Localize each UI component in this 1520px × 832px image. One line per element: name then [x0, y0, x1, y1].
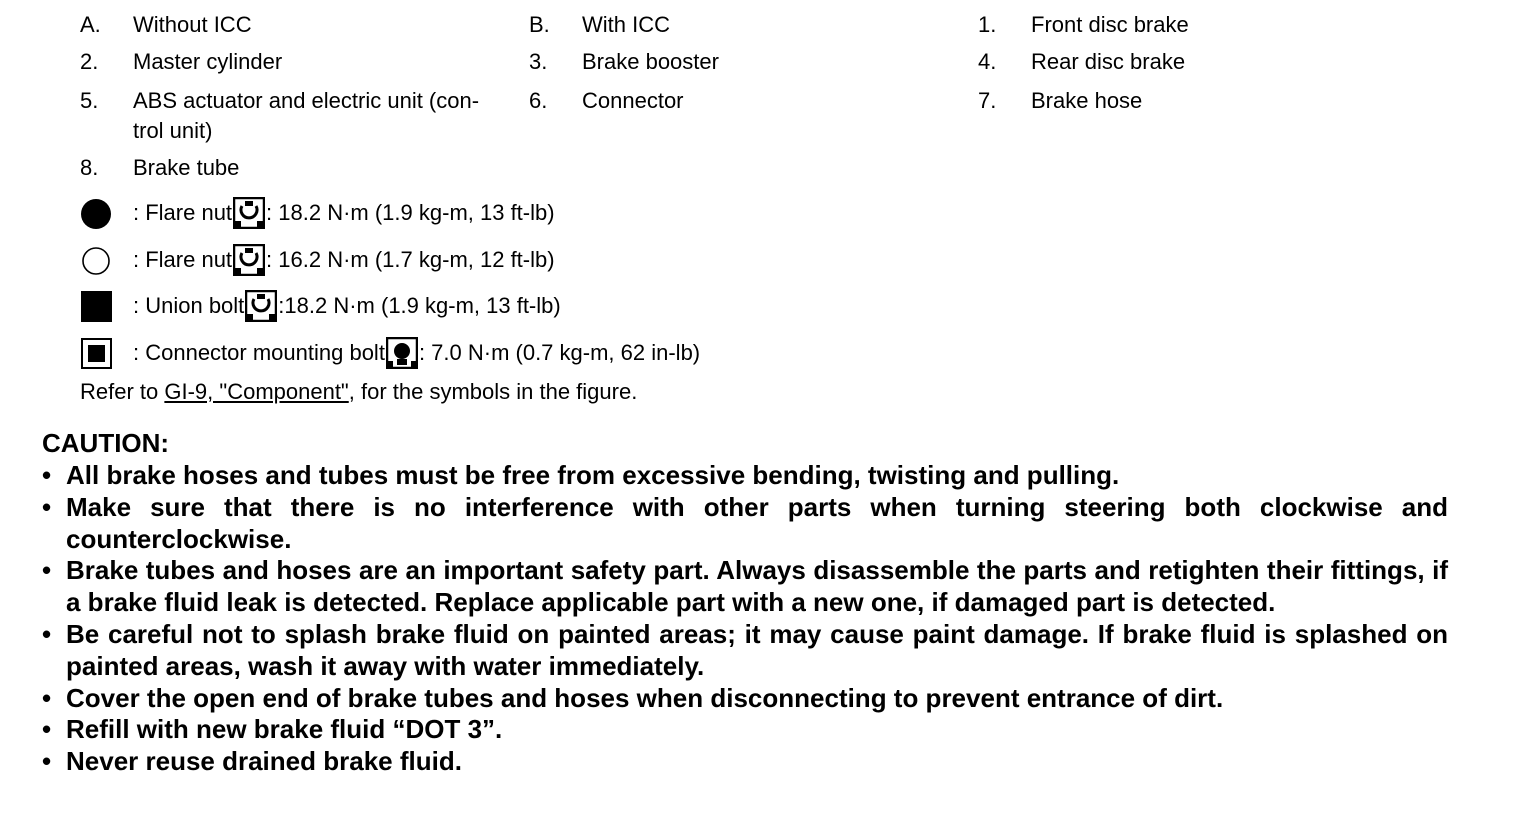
- caution-item: [42, 746, 1448, 778]
- legend-label: Front disc brake: [1031, 12, 1189, 37]
- legend-key: 4.: [978, 49, 997, 74]
- caution-text: Brake tubes and hoses are an important safety part. Always disassemble the parts and retighten their fittings, if a brake fluid leak is detected. Replace applicable part with a new one, if damaged part is detected.: [66, 555, 1448, 618]
- legend-key: 3.: [529, 49, 548, 74]
- legend-label: Rear disc brake: [1031, 49, 1186, 74]
- symbol-reference: [80, 377, 637, 407]
- caution-list: [42, 460, 1448, 778]
- symbol-value: : 16.2 N·m (1.7 kg-m, 12 ft-lb): [266, 247, 555, 272]
- symbol-name: : Flare nut: [133, 247, 233, 272]
- filled-circle-icon: [80, 197, 114, 231]
- symbol-value: : 7.0 N·m (0.7 kg-m, 62 in-lb): [418, 340, 701, 365]
- caution-item: [42, 714, 1448, 746]
- symbol-value: : 18.2 N·m (1.9 kg-m, 13 ft-lb): [266, 200, 555, 225]
- legend-label: Brake hose: [1031, 88, 1143, 113]
- caution-title: CAUTION:: [42, 428, 170, 458]
- torque-wrench-icon: [233, 244, 265, 276]
- legend-key: 2.: [80, 49, 99, 74]
- caution-text: Refill with new brake fluid “DOT 3”.: [66, 714, 503, 745]
- symbol-value: :18.2 N·m (1.9 kg-m, 13 ft-lb): [278, 293, 561, 318]
- bullet-icon: •: [42, 618, 52, 649]
- legend-key: 8.: [80, 155, 99, 180]
- legend-key: 6.: [529, 88, 548, 113]
- legend-key: B.: [529, 12, 550, 37]
- legend-label: Connector: [582, 88, 684, 113]
- legend-label: Brake tube: [133, 155, 240, 180]
- reference-prefix: Refer to: [80, 379, 165, 404]
- symbol-name: : Union bolt: [133, 293, 245, 318]
- caution-text: Cover the open end of brake tubes and hoses when disconnecting to prevent entrance of dirt.: [66, 682, 1224, 713]
- legend-key: 7.: [978, 88, 997, 113]
- caution-item: [42, 619, 1448, 683]
- bullet-icon: •: [42, 714, 52, 745]
- filled-square-icon: [80, 290, 114, 324]
- caution-item: [42, 492, 1448, 556]
- caution-text: Never reuse drained brake fluid.: [66, 746, 462, 777]
- legend-label: Master cylinder: [133, 49, 283, 74]
- caution-item: [42, 683, 1448, 715]
- legend-key: A.: [80, 12, 101, 37]
- legend-key: 5.: [80, 88, 99, 113]
- caution-text: Make sure that there is no interference with other parts when turning steering both clockwise and counterclockwise.: [66, 491, 1448, 554]
- caution-item: [42, 555, 1448, 619]
- symbol-name: : Connector mounting bolt: [133, 340, 385, 365]
- component-reference-link[interactable]: GI-9, "Component": [164, 379, 349, 404]
- legend-label: Without ICC: [133, 12, 252, 37]
- bullet-icon: •: [42, 460, 52, 490]
- legend-label: With ICC: [582, 12, 670, 37]
- legend-label-line2: trol unit): [133, 118, 213, 143]
- bullet-icon: •: [42, 682, 52, 713]
- torque-wrench-icon: [233, 197, 265, 229]
- reference-suffix: , for the symbols in the figure.: [348, 379, 638, 404]
- open-circle-icon: [80, 244, 114, 278]
- legend-label-line1: ABS actuator and electric unit (con-: [133, 88, 480, 113]
- symbol-name: : Flare nut: [133, 200, 233, 225]
- torque-wrench-icon: [245, 290, 277, 322]
- caution-text: Be careful not to splash brake fluid on painted areas; it may cause paint damage. If brake fluid is splashed on painted areas, wash it away with water immediately.: [66, 618, 1448, 681]
- bullet-icon: •: [42, 491, 52, 522]
- boxed-square-icon: [80, 337, 114, 371]
- bullet-icon: •: [42, 555, 52, 586]
- bullet-icon: •: [42, 746, 52, 777]
- caution-text: All brake hoses and tubes must be free from excessive bending, twisting and pulling.: [66, 460, 1120, 490]
- legend-key: 1.: [978, 12, 997, 37]
- caution-item: [42, 460, 1448, 492]
- legend-label: Brake booster: [582, 49, 719, 74]
- torque-wrench-filled-icon: [386, 337, 418, 369]
